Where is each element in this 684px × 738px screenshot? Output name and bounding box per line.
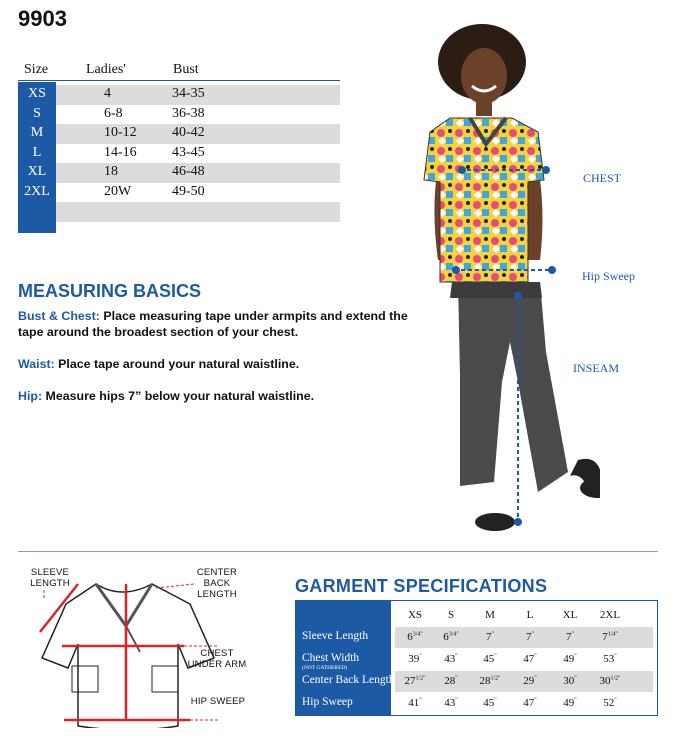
sketch-label-chest-under-arm: CHEST UNDER ARM xyxy=(187,648,247,670)
specs-row-label: Sleeve Length xyxy=(302,630,369,642)
size-code: L xyxy=(32,144,42,160)
sketch-label-hip-sweep: HIP SWEEP xyxy=(190,696,246,707)
garment-specs-table xyxy=(295,600,658,716)
callout-inseam: INSEAM xyxy=(573,361,620,375)
specs-value: 45" xyxy=(483,653,497,665)
specs-value: 43" xyxy=(444,653,458,665)
size-code: 2XL xyxy=(24,183,50,199)
ladies-value: 10-12 xyxy=(104,125,137,140)
size-row xyxy=(56,144,340,164)
size-chart-table xyxy=(18,60,340,233)
size-row xyxy=(56,124,340,144)
size-chart-header xyxy=(18,60,340,81)
specs-value: 47" xyxy=(523,653,537,665)
specs-value: $7^{1/4"}$ xyxy=(602,631,618,643)
size-row-empty xyxy=(56,202,340,222)
sketch-label-sleeve-length: SLEEVE LENGTH xyxy=(30,567,70,589)
specs-row-label: Hip Sweep xyxy=(302,696,353,708)
ladies-value: 14-16 xyxy=(104,144,137,160)
specs-size-header: S xyxy=(447,609,455,621)
ladies-value: 20W xyxy=(104,183,132,199)
bust-value: 40-42 xyxy=(172,125,205,140)
hip-key: Hip: xyxy=(18,389,43,403)
waist-text: Place tape around your natural waistline. xyxy=(58,357,300,371)
specs-row-label: Chest Width xyxy=(302,652,360,664)
specs-value: $6^{3/4"}$ xyxy=(407,631,423,643)
specs-size-header: XL xyxy=(562,609,578,621)
ladies-value: 4 xyxy=(104,86,111,101)
bust-value: 49-50 xyxy=(172,183,205,199)
specs-value: 52" xyxy=(603,697,617,709)
bust-key: Bust & Chest: xyxy=(18,309,100,323)
specs-value: 30" xyxy=(563,675,577,687)
waist-key: Waist: xyxy=(18,357,55,371)
size-row xyxy=(56,163,340,183)
specs-value: 53" xyxy=(603,653,617,665)
size-code: S xyxy=(33,105,41,121)
size-code: XS xyxy=(28,86,46,101)
size-row xyxy=(56,105,340,125)
measuring-basics-title: MEASURING BASICS xyxy=(18,281,202,301)
bust-value: 46-48 xyxy=(172,164,205,179)
ladies-value: 18 xyxy=(104,164,118,179)
specs-row xyxy=(296,693,657,714)
specs-row xyxy=(296,671,657,692)
header-size: Size xyxy=(24,62,49,77)
hip-text: Measure hips 7” below your natural waistline. xyxy=(45,389,315,403)
specs-value: 49" xyxy=(563,653,577,665)
size-row xyxy=(56,183,340,203)
specs-value: $6^{3/4"}$ xyxy=(443,631,459,643)
style-number: 9903 xyxy=(18,6,67,31)
specs-size-header: XS xyxy=(407,609,423,621)
specs-size-header: 2XL xyxy=(599,609,621,621)
specs-value: 43" xyxy=(444,697,458,709)
callout-chest: CHEST xyxy=(583,171,622,185)
specs-value: 47" xyxy=(523,697,537,709)
specs-value: 7" xyxy=(526,631,534,643)
hip-instruction xyxy=(18,388,418,404)
waist-instruction xyxy=(18,356,418,372)
specs-value: 39" xyxy=(408,653,422,665)
measuring-basics xyxy=(18,281,418,420)
specs-value: 49" xyxy=(563,697,577,709)
header-bust: Bust xyxy=(173,62,199,77)
garment-specs-title: GARMENT SPECIFICATIONS xyxy=(295,576,548,596)
ladies-value: 6-8 xyxy=(104,105,123,121)
bust-value: 34-35 xyxy=(172,86,205,101)
sketch-label-center-back-length: CENTER BACK LENGTH xyxy=(196,567,238,600)
specs-value: 29" xyxy=(523,675,537,687)
specs-value: 45" xyxy=(483,697,497,709)
header-ladies: Ladies' xyxy=(86,62,126,77)
size-code: M xyxy=(30,125,44,140)
specs-value: 28" xyxy=(444,675,458,687)
model-photo xyxy=(400,20,600,532)
bust-value: 36-38 xyxy=(172,105,205,121)
callout-hip-sweep: Hip Sweep xyxy=(582,269,635,283)
specs-size-header: M xyxy=(485,609,495,621)
specs-size-header: L xyxy=(526,609,534,621)
bust-instruction xyxy=(18,308,418,340)
specs-value: $27^{1/2"}$ xyxy=(404,675,426,687)
specs-value: 7" xyxy=(486,631,494,643)
specs-value: $30^{1/2"}$ xyxy=(599,675,621,687)
specs-row-label: Center Back Length xyxy=(302,674,395,686)
specs-row xyxy=(296,627,657,648)
bust-text: Place measuring tape under armpits and extend the tape around the broadest section of your chest. xyxy=(18,309,408,339)
specs-row xyxy=(296,649,657,670)
section-divider xyxy=(18,551,658,552)
specs-value: 7" xyxy=(566,631,574,643)
size-row xyxy=(56,85,340,105)
bust-value: 43-45 xyxy=(172,144,205,160)
specs-value: $28^{1/2"}$ xyxy=(479,675,501,687)
specs-header-row xyxy=(296,601,657,622)
specs-row-sublabel: (NOT GATHERED) xyxy=(302,665,348,671)
specs-value: 41" xyxy=(408,697,422,709)
size-code: XL xyxy=(27,164,47,179)
